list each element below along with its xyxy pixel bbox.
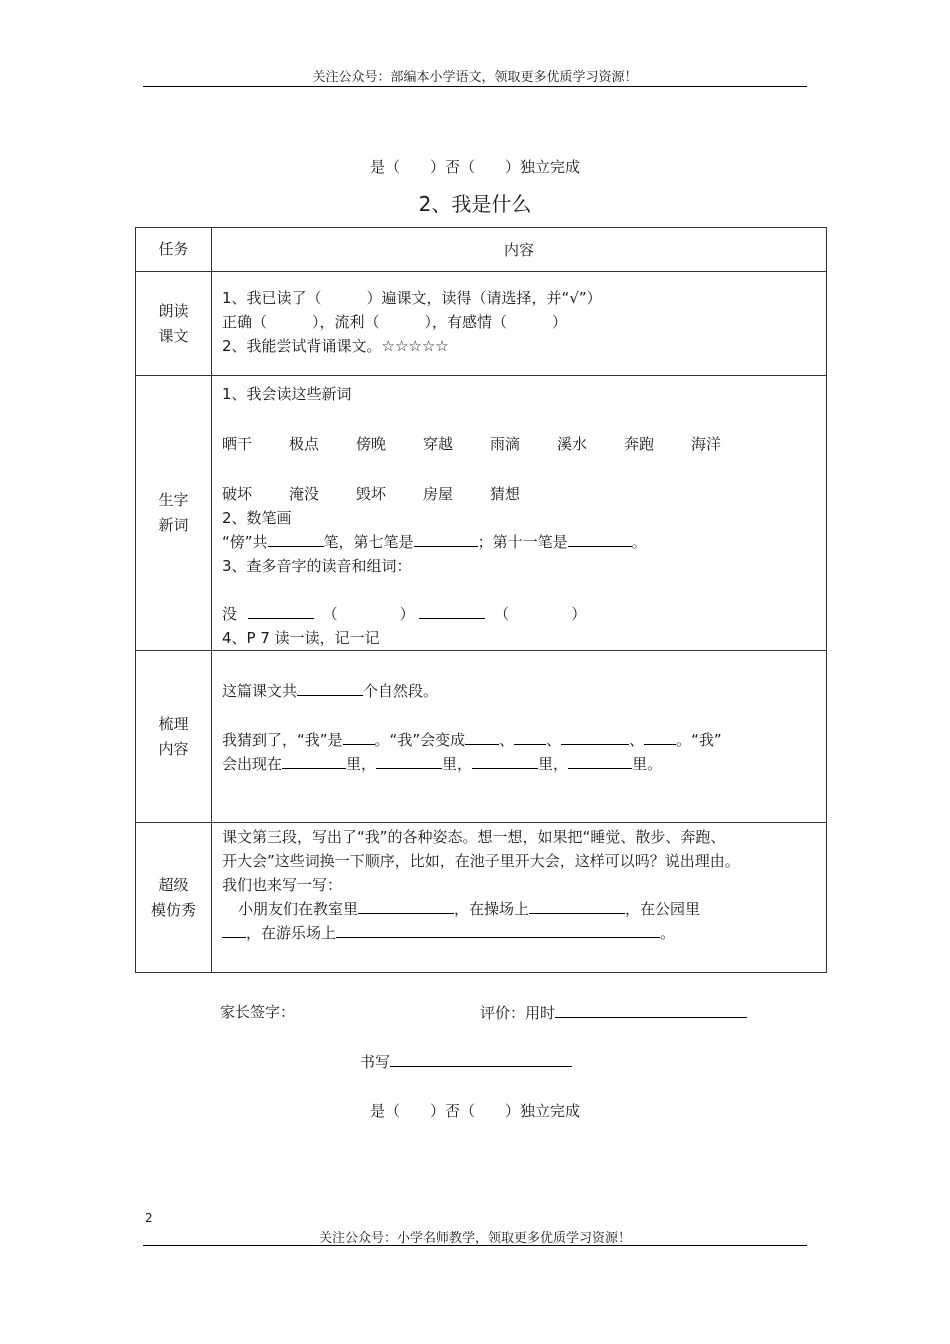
word: 极点 xyxy=(289,435,320,453)
word: 猜想 xyxy=(490,485,521,503)
reading-content xyxy=(212,272,827,376)
vocab-content xyxy=(212,376,827,651)
paragraph-count-line: 这篇课文共 个自然段。 xyxy=(222,679,816,703)
blank[interactable] xyxy=(336,921,660,938)
top-check-line: 是（ ）否（ ）独立完成 xyxy=(369,158,580,176)
evaluation-row xyxy=(480,1001,747,1023)
label-reading: 朗读 课文 xyxy=(136,272,212,376)
word: 傍晚 xyxy=(356,435,387,453)
word: 房屋 xyxy=(423,485,454,503)
word-row-2 xyxy=(222,482,816,506)
blank[interactable] xyxy=(568,752,632,769)
word: 毁坏 xyxy=(356,485,387,503)
page-number: 2 xyxy=(145,1211,153,1225)
vocab-q3: 3、查多音字的读音和组词： xyxy=(222,557,412,575)
word: 雨滴 xyxy=(490,435,521,453)
word: 溪水 xyxy=(557,435,588,453)
blank[interactable] xyxy=(514,728,546,745)
reading-line1: 1、我已读了（ ）遍课文，读得（请选择，并“√”） xyxy=(222,289,602,307)
blank[interactable] xyxy=(414,530,478,547)
reading-line2: 正确（ ），流利（ ），有感情（ ） xyxy=(222,313,568,331)
evaluation-label: 评价：用时 xyxy=(480,1004,556,1022)
blank[interactable] xyxy=(248,602,314,619)
appear-line: 会出现在 里， 里， 里， 里。 xyxy=(222,752,816,776)
label-imitate: 超级 模仿秀 xyxy=(136,823,212,973)
blank[interactable] xyxy=(465,728,499,745)
reading-line3: 2、我能尝试背诵课文。☆☆☆☆☆ xyxy=(222,337,449,355)
header-task: 任务 xyxy=(136,228,212,272)
vocab-q4: 4、P 7 读一读，记一记 xyxy=(222,629,380,647)
blank[interactable] xyxy=(222,921,246,938)
write-line-2: ，在游乐场上 。 xyxy=(222,921,816,945)
page-title: 2、我是什么 xyxy=(418,192,532,216)
polyphone-line: 没 （ ） （ ） xyxy=(222,602,816,626)
vocab-q2: 2、数笔画 xyxy=(222,509,292,527)
blank[interactable] xyxy=(644,728,676,745)
task-table xyxy=(135,227,827,973)
page-header: 关注公众号：部编本小学语文，领取更多优质学习资源！ xyxy=(312,70,638,85)
bottom-check-line: 是（ ）否（ ）独立完成 xyxy=(369,1102,580,1120)
imitate-content xyxy=(212,823,827,973)
imitate-line3: 我们也来写一写： xyxy=(222,876,343,894)
guess-line: 我猜到了，“我”是 。“我”会变成 、 、 、 。“我” xyxy=(222,728,816,752)
blank[interactable] xyxy=(568,530,632,547)
imitate-line2: 开大会”这些词换一下顺序，比如，在池子里开大会，这样可以吗？说出理由。 xyxy=(222,852,740,870)
writing-blank[interactable] xyxy=(390,1050,572,1067)
page-footer: 关注公众号：小学名师教学，领取更多优质学习资源！ xyxy=(318,1231,631,1246)
blank[interactable] xyxy=(472,752,538,769)
header-rule xyxy=(143,86,807,87)
content-section xyxy=(212,651,827,823)
blank[interactable] xyxy=(268,530,324,547)
vocab-q1: 1、我会读这些新词 xyxy=(222,385,352,403)
label-vocab: 生字 新词 xyxy=(136,376,212,651)
blank[interactable] xyxy=(376,752,442,769)
word: 淹没 xyxy=(289,485,320,503)
header-content: 内容 xyxy=(212,228,827,272)
word: 奔跑 xyxy=(624,435,655,453)
blank[interactable] xyxy=(297,679,363,696)
blank[interactable] xyxy=(343,728,375,745)
write-line-1: 小朋友们在教室里 ，在操场上 ，在公园里 xyxy=(222,897,816,921)
blank[interactable] xyxy=(282,752,346,769)
label-content: 梳理 内容 xyxy=(136,651,212,823)
stroke-count-line: “傍”共 笔，第七笔是 ；第十一笔是 。 xyxy=(222,530,816,554)
writing-label: 书写 xyxy=(360,1053,391,1071)
word-row-1 xyxy=(222,432,816,456)
word: 晒干 xyxy=(222,435,253,453)
blank[interactable] xyxy=(358,897,454,914)
blank[interactable] xyxy=(419,602,485,619)
time-blank[interactable] xyxy=(555,1001,747,1018)
parent-signature-label: 家长签字： xyxy=(220,1003,296,1021)
imitate-line1: 课文第三段，写出了“我”的各种姿态。想一想，如果把“睡觉、散步、奔跑、 xyxy=(222,828,726,846)
footer-rule xyxy=(143,1245,807,1246)
blank[interactable] xyxy=(529,897,625,914)
word: 破坏 xyxy=(222,485,253,503)
blank[interactable] xyxy=(561,728,629,745)
word: 穿越 xyxy=(423,435,454,453)
writing-row xyxy=(360,1050,572,1072)
word: 海洋 xyxy=(691,435,722,453)
